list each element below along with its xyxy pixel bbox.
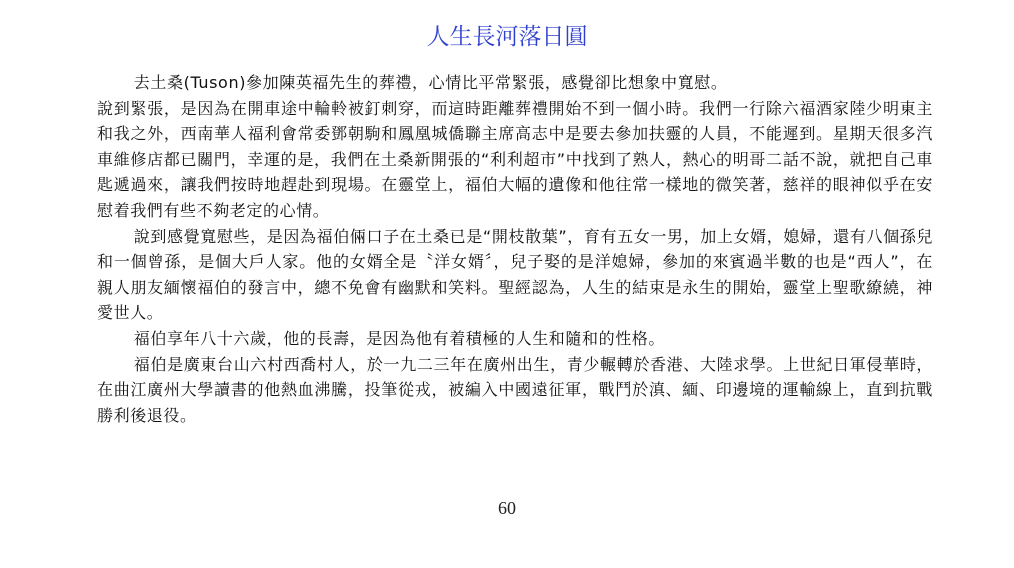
document-title: 人生長河落日圓 (426, 24, 588, 50)
paragraph-2: 說到緊張，是因為在開車途中輪軨被釘刺穿，而這時距離葬禮開始不到一個小時。我們一行除六福酒家陸少明東主和我之外，西南華人福利會常委鄧朝駒和鳳凰城僑聯主席高志中是要去參加扶靈的人員，不能遲到。星期天很多汽車維修店都已關門，幸運的是，我們在土桑新開張的“利利超市”中找到了熟人，熱心的明哥二話不說，就把自己車匙遞過來，讓我們按時地趕赴到現場。在靈堂上，福伯大幅的遺像和他往常一樣地的微笑著，慈祥的眼神似乎在安慰着我們有些不夠老定的心情。 (97, 98, 933, 220)
paragraph-3: 說到感覺寬慰些，是因為福伯倆口子在土桑已是“開枝散葉”，育有五女一男，加上女婿，媳婦，還有八個孫兒和一個曾孫，是個大戶人家。他的女婿全是〝洋女婿〞，兒子娶的是洋媳婦，參加的來賓過半數的也是“西人”，在親人朋友緬懷福伯的發言中，總不免會有幽默和笑料。聖經認為，人生的結束是永生的開始，靈堂上聖歌繚繞，神愛世人。 (97, 226, 933, 323)
paragraph-5: 福伯是廣東台山六村西喬村人，於一九二三年在廣州出生，青少輾轉於香港、大陸求學。上世紀日軍侵華時，在曲江廣州大學讀書的他熱血沸騰，投筆從戎，被編入中國遠征軍，戰鬥於滇、緬、印邊境的運輸線上，直到抗戰勝利後退役。 (97, 354, 933, 425)
document-body (97, 70, 933, 428)
paragraph-4: 福伯享年八十六歲，他的長壽，是因為他有着積極的人生和隨和的性格。 (133, 328, 665, 348)
page-number: 60 (498, 498, 516, 518)
paragraph-1: 去土桑(Tuson)參加陳英福先生的葬禮，心情比平常緊張，感覺卻比想象中寬慰。 (133, 73, 728, 92)
